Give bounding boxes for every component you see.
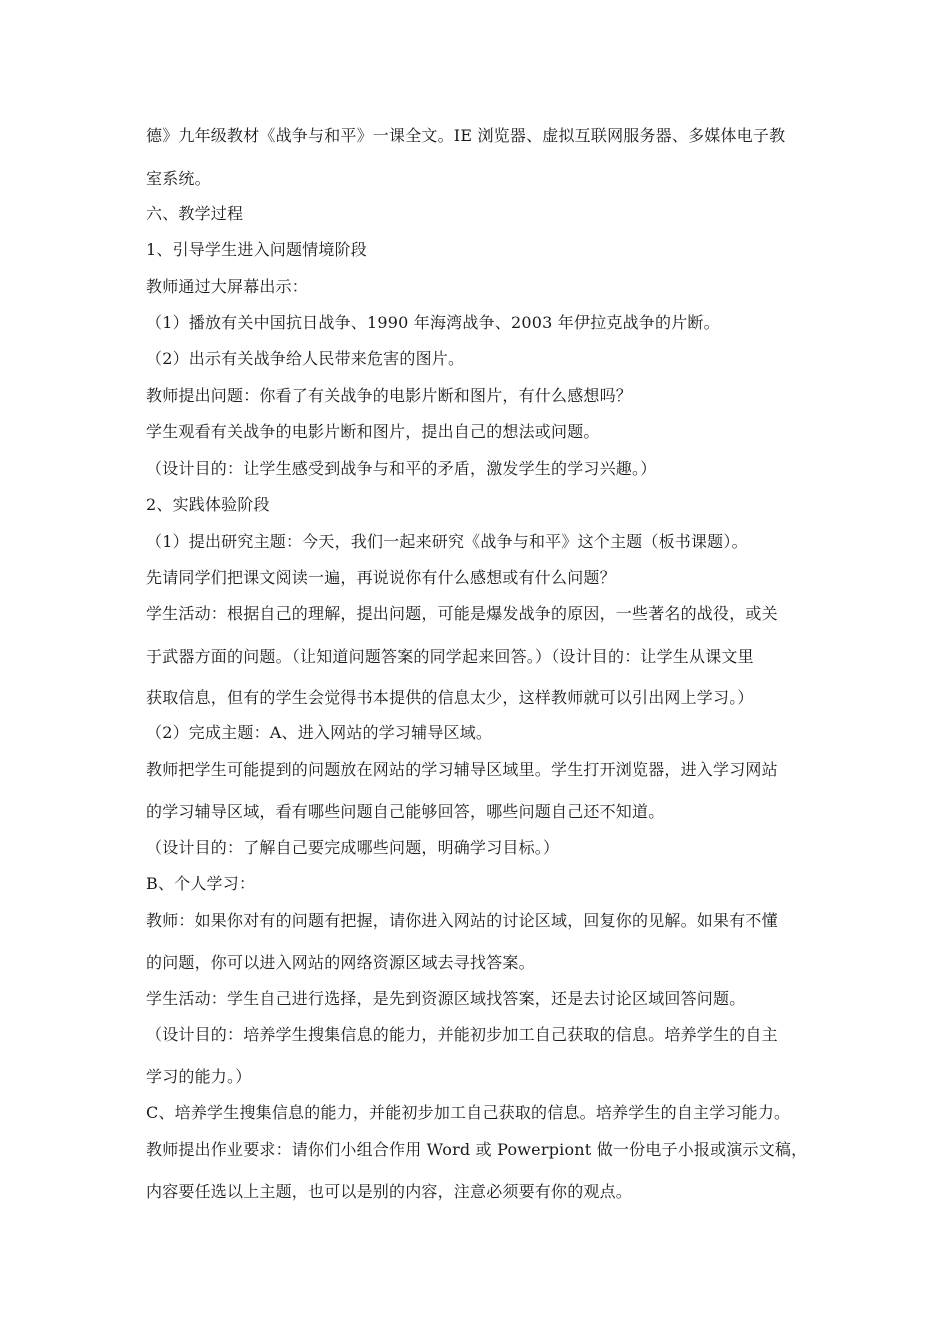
text-line: 教师：如果你对有的问题有把握，请你进入网站的讨论区域，回复你的见解。如果有不懂: [146, 911, 778, 930]
text-line: 室系统。: [146, 169, 211, 188]
text-line: 于武器方面的问题。（让知道问题答案的同学起来回答。）（设计目的：让学生从课文里: [146, 647, 754, 666]
text-line: （1）提出研究主题：今天，我们一起来研究《战争与和平》这个主题（板书课题）。: [146, 532, 748, 551]
text-line: 的问题，你可以进入网站的网络资源区域去寻找答案。: [146, 953, 535, 972]
text-line: （设计目的：培养学生搜集信息的能力，并能初步加工自己获取的信息。培养学生的自主: [146, 1025, 778, 1044]
text-line: 教师提出作业要求：请你们小组合作用 Word 或 Powerpiont 做一份电子小报或演示文稿，: [146, 1140, 808, 1159]
text-line: B、个人学习：: [146, 874, 256, 893]
text-line: （设计目的：让学生感受到战争与和平的矛盾，激发学生的学习兴趣。）: [146, 459, 657, 478]
text-line: （1）播放有关中国抗日战争、1990 年海湾战争、2003 年伊拉克战争的片断。: [146, 313, 720, 332]
text-line: （2）出示有关战争给人民带来危害的图片。: [146, 349, 465, 368]
text-line: 内容要任选以上主题，也可以是别的内容，注意必须要有你的观点。: [146, 1182, 633, 1201]
text-line: 学生活动：学生自己进行选择，是先到资源区域找答案，还是去讨论区域回答问题。: [146, 989, 746, 1008]
text-line: 学生观看有关战争的电影片断和图片，提出自己的想法或问题。: [146, 422, 600, 441]
subsection-heading: 2、实践体验阶段: [146, 495, 270, 514]
subsection-heading: 1、引导学生进入问题情境阶段: [146, 240, 367, 259]
text-line: 教师通过大屏幕出示：: [146, 277, 309, 296]
text-line: （设计目的：了解自己要完成哪些问题，明确学习目标。）: [146, 838, 560, 857]
text-line: 德》九年级教材《战争与和平》一课全文。IE 浏览器、虚拟互联网服务器、多媒体电子教: [146, 126, 786, 145]
section-heading: 六、教学过程: [146, 204, 244, 223]
text-line: 教师提出问题：你看了有关战争的电影片断和图片，有什么感想吗？: [146, 386, 633, 405]
text-line: 学习的能力。）: [146, 1067, 252, 1086]
text-line: 获取信息，但有的学生会觉得书本提供的信息太少，这样教师就可以引出网上学习。）: [146, 688, 754, 707]
text-line: 学生活动：根据自己的理解，提出问题，可能是爆发战争的原因，一些著名的战役，或关: [146, 604, 778, 623]
text-line: （2）完成主题：A、进入网站的学习辅导区域。: [146, 723, 493, 742]
text-line: 先请同学们把课文阅读一遍，再说说你有什么感想或有什么问题？: [146, 568, 616, 587]
text-line: C、培养学生搜集信息的能力，并能初步加工自己获取的信息。培养学生的自主学习能力。: [146, 1103, 791, 1122]
text-line: 的学习辅导区域，看有哪些问题自己能够回答，哪些问题自己还不知道。: [146, 802, 665, 821]
text-line: 教师把学生可能提到的问题放在网站的学习辅导区域里。学生打开浏览器，进入学习网站: [146, 760, 778, 779]
